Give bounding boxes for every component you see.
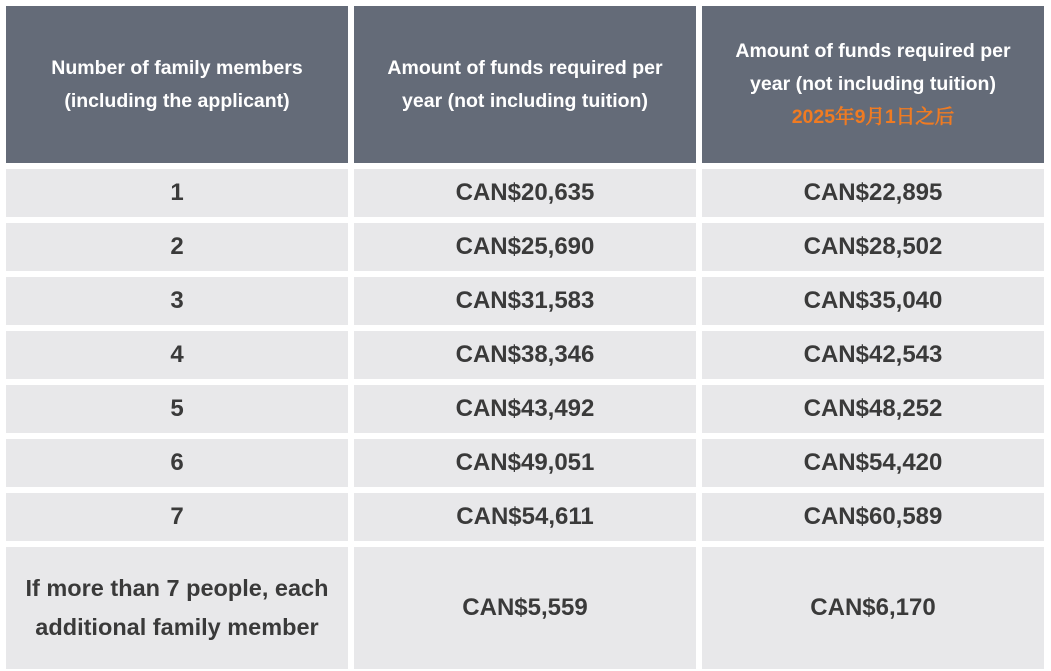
header-family-members-line1: Number of family members: [51, 56, 303, 79]
row-2-funds-current: CAN$25,690: [354, 223, 696, 271]
row-4-funds-after: CAN$42,543: [702, 331, 1044, 379]
header-funds-after-line2: year (not including tuition): [750, 73, 996, 95]
row-1-funds-current: CAN$20,635: [354, 169, 696, 217]
row-1-members: 1: [6, 169, 348, 217]
row-6-funds-after: CAN$54,420: [702, 439, 1044, 487]
additional-member-funds-current: CAN$5,559: [354, 547, 696, 669]
header-funds-after-line1: Amount of funds required per: [735, 40, 1011, 62]
header-funds-after: [702, 6, 1044, 163]
row-6-members: 6: [6, 439, 348, 487]
row-5-funds-after: CAN$48,252: [702, 385, 1044, 433]
row-2-funds-after: CAN$28,502: [702, 223, 1044, 271]
header-family-members: [6, 6, 348, 163]
additional-member-label-line1: If more than 7 people, each: [25, 575, 329, 601]
header-funds-current-line2: year (not including tuition): [402, 89, 648, 112]
row-6-funds-current: CAN$49,051: [354, 439, 696, 487]
row-7-members: 7: [6, 493, 348, 541]
row-5-funds-current: CAN$43,492: [354, 385, 696, 433]
additional-member-label-line2: additional family member: [35, 614, 319, 640]
row-4-members: 4: [6, 331, 348, 379]
row-3-funds-after: CAN$35,040: [702, 277, 1044, 325]
row-1-funds-after: CAN$22,895: [702, 169, 1044, 217]
row-7-funds-current: CAN$54,611: [354, 493, 696, 541]
header-funds-current: [354, 6, 696, 163]
row-2-members: 2: [6, 223, 348, 271]
header-funds-after-date-note: 2025年9月1日之后: [791, 106, 955, 128]
row-3-members: 3: [6, 277, 348, 325]
header-funds-current-line1: Amount of funds required per: [387, 56, 663, 79]
row-7-funds-after: CAN$60,589: [702, 493, 1044, 541]
row-3-funds-current: CAN$31,583: [354, 277, 696, 325]
additional-member-label: [6, 547, 348, 669]
additional-member-funds-after: CAN$6,170: [702, 547, 1044, 669]
row-5-members: 5: [6, 385, 348, 433]
header-family-members-line2: (including the applicant): [64, 89, 290, 112]
row-4-funds-current: CAN$38,346: [354, 331, 696, 379]
